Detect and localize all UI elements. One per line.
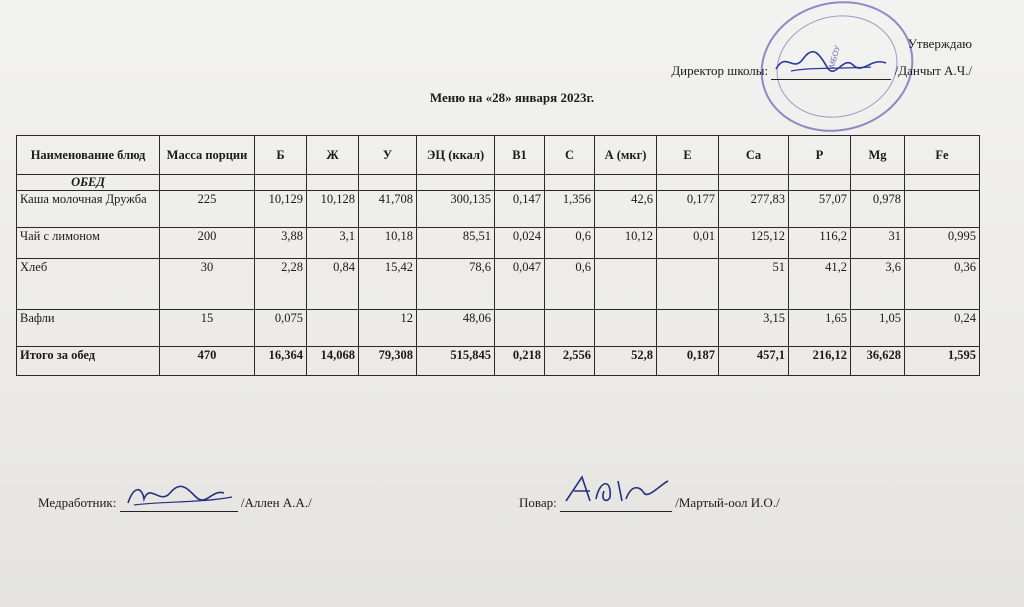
- total-cell: 0,218: [495, 347, 545, 376]
- cell: 3,88: [255, 228, 307, 259]
- cell: 125,12: [719, 228, 789, 259]
- cell: 2,28: [255, 259, 307, 310]
- menu-title: Меню на «28» января 2023г.: [429, 90, 595, 105]
- cell: 0,36: [905, 259, 980, 310]
- total-cell: 0,187: [657, 347, 719, 376]
- cell: 277,83: [719, 191, 789, 228]
- director-line: [671, 57, 972, 84]
- medic-signature-scribble: [120, 479, 238, 509]
- dish-name: Хлеб: [17, 259, 160, 310]
- cell: 41,708: [359, 191, 417, 228]
- menu-table: [16, 135, 980, 376]
- cell: 0,024: [495, 228, 545, 259]
- cell: 1,356: [545, 191, 595, 228]
- cell: [657, 310, 719, 347]
- header-cell: Наименование блюд: [17, 136, 160, 175]
- cell: 200: [160, 228, 255, 259]
- cell: 0,978: [851, 191, 905, 228]
- total-cell: 216,12: [789, 347, 851, 376]
- stamp-text: МБОУ: [827, 44, 843, 70]
- total-cell: 1,595: [905, 347, 980, 376]
- medic-signature: [120, 497, 238, 512]
- cell: 0,075: [255, 310, 307, 347]
- cell: 41,2: [789, 259, 851, 310]
- total-cell: 36,628: [851, 347, 905, 376]
- cell: 30: [160, 259, 255, 310]
- director-prefix: Директор школы:: [671, 63, 769, 78]
- section-label: ОБЕД: [17, 175, 160, 191]
- total-cell: 515,845: [417, 347, 495, 376]
- table-row: [17, 310, 980, 347]
- header-cell: С: [545, 136, 595, 175]
- cell: 0,047: [495, 259, 545, 310]
- cell: 0,147: [495, 191, 545, 228]
- cell: 1,65: [789, 310, 851, 347]
- cell: 1,05: [851, 310, 905, 347]
- cell: [905, 191, 980, 228]
- cell: 300,135: [417, 191, 495, 228]
- header-cell: А (мкг): [595, 136, 657, 175]
- total-row: [17, 347, 980, 376]
- cell: 10,128: [307, 191, 359, 228]
- cell: 0,6: [545, 228, 595, 259]
- total-cell: 470: [160, 347, 255, 376]
- header-cell: ЭЦ (ккал): [417, 136, 495, 175]
- cell: 78,6: [417, 259, 495, 310]
- cell: 0,24: [905, 310, 980, 347]
- cook-signature: [560, 497, 672, 512]
- cell: 15: [160, 310, 255, 347]
- director-signature: [771, 65, 891, 80]
- cell: 3,15: [719, 310, 789, 347]
- header-cell: Mg: [851, 136, 905, 175]
- header-cell: Са: [719, 136, 789, 175]
- cell: 0,177: [657, 191, 719, 228]
- cook-signature-scribble: [560, 473, 672, 507]
- table-row: [17, 191, 980, 228]
- header-cell: Ж: [307, 136, 359, 175]
- cell: 3,1: [307, 228, 359, 259]
- dish-name: Чай с лимоном: [17, 228, 160, 259]
- cell: 116,2: [789, 228, 851, 259]
- cell: 42,6: [595, 191, 657, 228]
- table-row: [17, 259, 980, 310]
- cell: [495, 310, 545, 347]
- total-cell: 2,556: [545, 347, 595, 376]
- medic-label: Медработник:: [38, 495, 117, 510]
- cell: 10,12: [595, 228, 657, 259]
- cell: [595, 259, 657, 310]
- director-signature-scribble: [771, 47, 891, 77]
- total-cell: 457,1: [719, 347, 789, 376]
- cell: [545, 310, 595, 347]
- cell: 48,06: [417, 310, 495, 347]
- cell: 0,6: [545, 259, 595, 310]
- cell: 85,51: [417, 228, 495, 259]
- cell: 51: [719, 259, 789, 310]
- total-cell: 16,364: [255, 347, 307, 376]
- dish-name: Вафли: [17, 310, 160, 347]
- director-name: /Данчыт А.Ч./: [894, 63, 972, 78]
- header-cell: Масса порции: [160, 136, 255, 175]
- medic-name: /Аллен А.А./: [240, 495, 312, 510]
- cell: [307, 310, 359, 347]
- cell: 10,18: [359, 228, 417, 259]
- header-cell: Fe: [905, 136, 980, 175]
- cell: 0,01: [657, 228, 719, 259]
- cell: [657, 259, 719, 310]
- cell: 31: [851, 228, 905, 259]
- cell: 12: [359, 310, 417, 347]
- total-cell: 52,8: [595, 347, 657, 376]
- header-cell: В1: [495, 136, 545, 175]
- cell: 0,84: [307, 259, 359, 310]
- header-row: [17, 136, 980, 175]
- header-cell: У: [359, 136, 417, 175]
- total-cell: 79,308: [359, 347, 417, 376]
- header-cell: Р: [789, 136, 851, 175]
- cell: 10,129: [255, 191, 307, 228]
- table-row: [17, 228, 980, 259]
- cell: 57,07: [789, 191, 851, 228]
- cell: 3,6: [851, 259, 905, 310]
- cell: 0,995: [905, 228, 980, 259]
- medic-signature-line: [38, 495, 312, 512]
- cell: 15,42: [359, 259, 417, 310]
- header-cell: Б: [255, 136, 307, 175]
- cell: [595, 310, 657, 347]
- header-cell: Е: [657, 136, 719, 175]
- dish-name: Каша молочная Дружба: [17, 191, 160, 228]
- cook-label: Повар:: [519, 495, 557, 510]
- approval-block: [671, 30, 972, 84]
- approve-word: Утверждаю: [907, 36, 972, 51]
- cell: 225: [160, 191, 255, 228]
- cook-signature-line: [519, 495, 780, 512]
- section-row: [17, 175, 980, 191]
- total-cell: 14,068: [307, 347, 359, 376]
- total-label: Итого за обед: [17, 347, 160, 376]
- cook-name: /Мартый-оол И.О./: [675, 495, 780, 510]
